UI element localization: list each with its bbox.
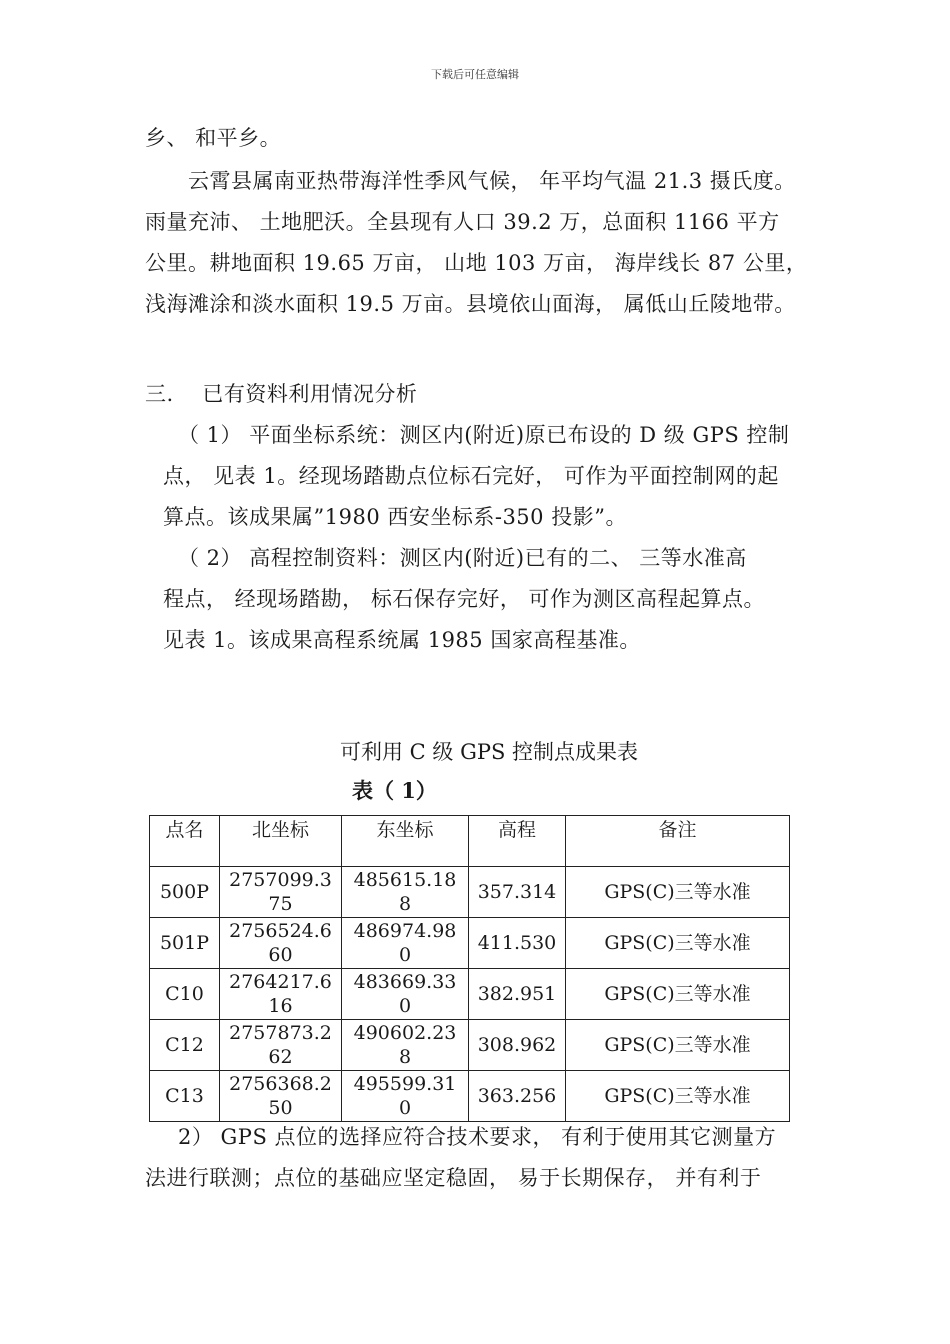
north-coord: 2757873.262 [229,1022,332,1068]
east-coord-cell [342,969,469,1020]
elevation-cell: 411.530 [469,918,566,969]
paragraph-line: 算点。该成果属”1980 西安坐标系-350 投影”。 [163,505,627,529]
elevation-cell: 382.951 [469,969,566,1020]
point-name-cell: 500P [150,867,220,918]
header-cell: 东坐标 [342,816,469,867]
north-coord-cell [220,918,342,969]
table-row [150,918,790,969]
table-title: 可利用 C 级 GPS 控制点成果表 [340,740,639,764]
elevation-cell: 357.314 [469,867,566,918]
paragraph-line: （ 1） 平面坐标系统：测区内(附近)原已布设的 D 级 GPS 控制 [178,423,790,447]
east-coord-cell [342,1071,469,1122]
east-coord-cell [342,867,469,918]
east-coord-cell [342,1020,469,1071]
paragraph-line: 程点， 经现场踏勘， 标石保存完好， 可作为测区高程起算点。 [163,587,766,611]
east-coord: 495599.310 [353,1073,457,1119]
north-coord-cell [220,867,342,918]
remark-cell: GPS(C)三等水准 [566,867,790,918]
table-row [150,867,790,918]
east-coord: 483669.330 [353,971,457,1017]
paragraph-line: 见表 1。该成果高程系统属 1985 国家高程基准。 [163,628,641,652]
table-row [150,969,790,1020]
remark-cell: GPS(C)三等水准 [566,918,790,969]
gps-control-point-table [149,815,790,1122]
paragraph-line: 法进行联测；点位的基础应坚定稳固， 易于长期保存， 并有利于 [145,1166,762,1190]
paragraph-line: 点， 见表 1。经现场踏勘点位标石完好， 可作为平面控制网的起 [163,464,779,488]
header-cell: 北坐标 [220,816,342,867]
table-header-row [150,816,790,867]
point-name-cell: C10 [150,969,220,1020]
elevation-cell: 363.256 [469,1071,566,1122]
remark-cell: GPS(C)三等水准 [566,1071,790,1122]
east-coord: 486974.980 [353,920,457,966]
east-coord: 490602.238 [353,1022,457,1068]
north-coord: 2756368.250 [229,1073,332,1119]
point-name-cell: C13 [150,1071,220,1122]
north-coord: 2756524.660 [229,920,332,966]
paragraph-line: （ 2） 高程控制资料：测区内(附近)已有的二、 三等水准高 [178,546,747,570]
paragraph-line: 公里。耕地面积 19.65 万亩， 山地 103 万亩， 海岸线长 87 公里， [145,251,808,275]
header-cell: 点名 [150,816,220,867]
paragraph-line: 乡、 和平乡。 [145,126,282,150]
north-coord: 2757099.375 [229,869,332,915]
point-name-cell: 501P [150,918,220,969]
paragraph-line: 2） GPS 点位的选择应符合技术要求， 有利于使用其它测量方 [178,1125,777,1149]
remark-cell: GPS(C)三等水准 [566,969,790,1020]
table-row [150,1071,790,1122]
point-name-cell: C12 [150,1020,220,1071]
paragraph-line: 浅海滩涂和淡水面积 19.5 万亩。县境依山面海， 属低山丘陵地带。 [145,292,796,316]
table-label: 表（ 1） [352,778,437,803]
header-cell: 高程 [469,816,566,867]
north-coord-cell [220,1071,342,1122]
remark-cell: GPS(C)三等水准 [566,1020,790,1071]
header-cell: 备注 [566,816,790,867]
north-coord-cell [220,969,342,1020]
north-coord: 2764217.616 [229,971,332,1017]
paragraph-line: 雨量充沛、 土地肥沃。全县现有人口 39.2 万，总面积 1166 平方 [145,210,780,234]
paragraph-line: 云霄县属南亚热带海洋性季风气候， 年平均气温 21.3 摄氏度。 [188,169,796,193]
east-coord: 485615.188 [353,869,457,915]
east-coord-cell [342,918,469,969]
table-row [150,1020,790,1071]
elevation-cell: 308.962 [469,1020,566,1071]
section-heading: 三. 已有资料利用情况分析 [145,382,418,406]
north-coord-cell [220,1020,342,1071]
page-header: 下载后可任意编辑 [431,68,519,81]
